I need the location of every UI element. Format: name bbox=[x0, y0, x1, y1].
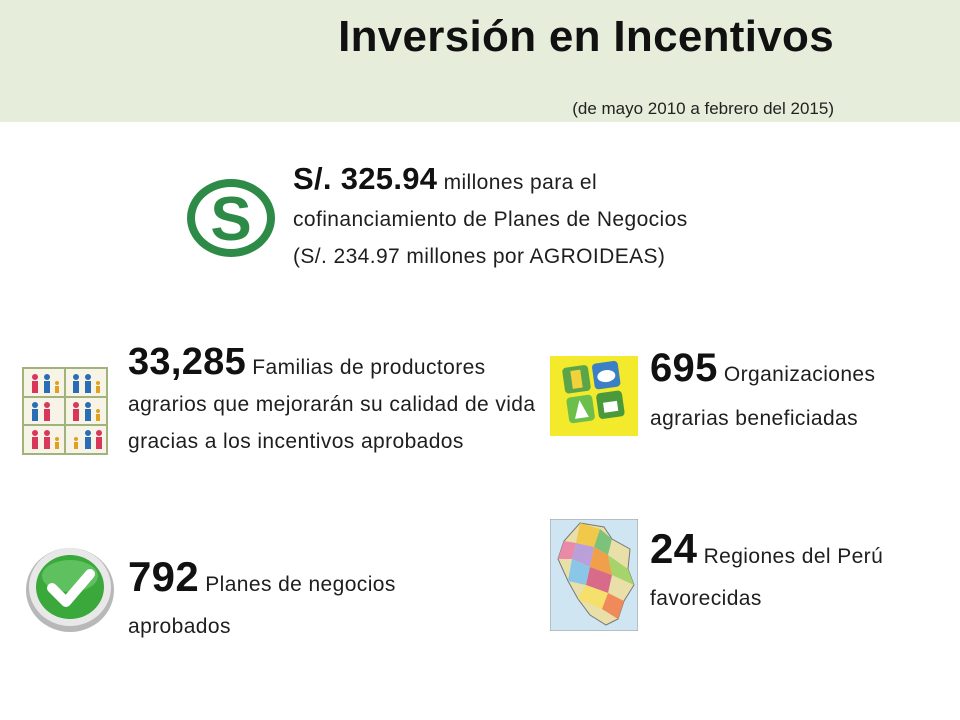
families-description: Familias de productores agrarios que mejorarán su calidad de vida gracias a los incentivos aprobados bbox=[128, 356, 536, 453]
svg-text:S: S bbox=[210, 185, 252, 254]
families-text bbox=[128, 341, 538, 460]
peru-map-icon bbox=[550, 519, 638, 631]
page-subtitle: (de mayo 2010 a febrero del 2015) bbox=[572, 99, 834, 118]
organizations-figure: 695 bbox=[650, 346, 718, 390]
investment-text bbox=[293, 160, 713, 275]
plans-text bbox=[128, 553, 488, 648]
regions-description: Regiones del Perú favorecidas bbox=[650, 545, 884, 610]
organizations-description: Organizaciones agrarias beneficiadas bbox=[650, 363, 876, 430]
page-title: Inversión en Incentivos bbox=[338, 12, 834, 61]
regions-text bbox=[650, 525, 940, 620]
agriculture-icon bbox=[550, 356, 638, 436]
families-icon bbox=[22, 367, 108, 455]
plans-description: Planes de negocios aprobados bbox=[128, 573, 396, 638]
organizations-text bbox=[650, 346, 940, 441]
families-figure: 33,285 bbox=[128, 341, 247, 383]
investment-description: millones para el cofinanciamiento de Planes de Negocios (S/. 234.97 millones por AGROIDEAS) bbox=[293, 171, 688, 268]
regions-figure: 24 bbox=[650, 525, 698, 572]
plans-figure: 792 bbox=[128, 553, 199, 600]
investment-figure: S/. 325.94 bbox=[293, 161, 438, 196]
checkmark-icon bbox=[24, 540, 116, 634]
header-band bbox=[0, 0, 960, 122]
sol-currency-icon bbox=[184, 176, 278, 260]
